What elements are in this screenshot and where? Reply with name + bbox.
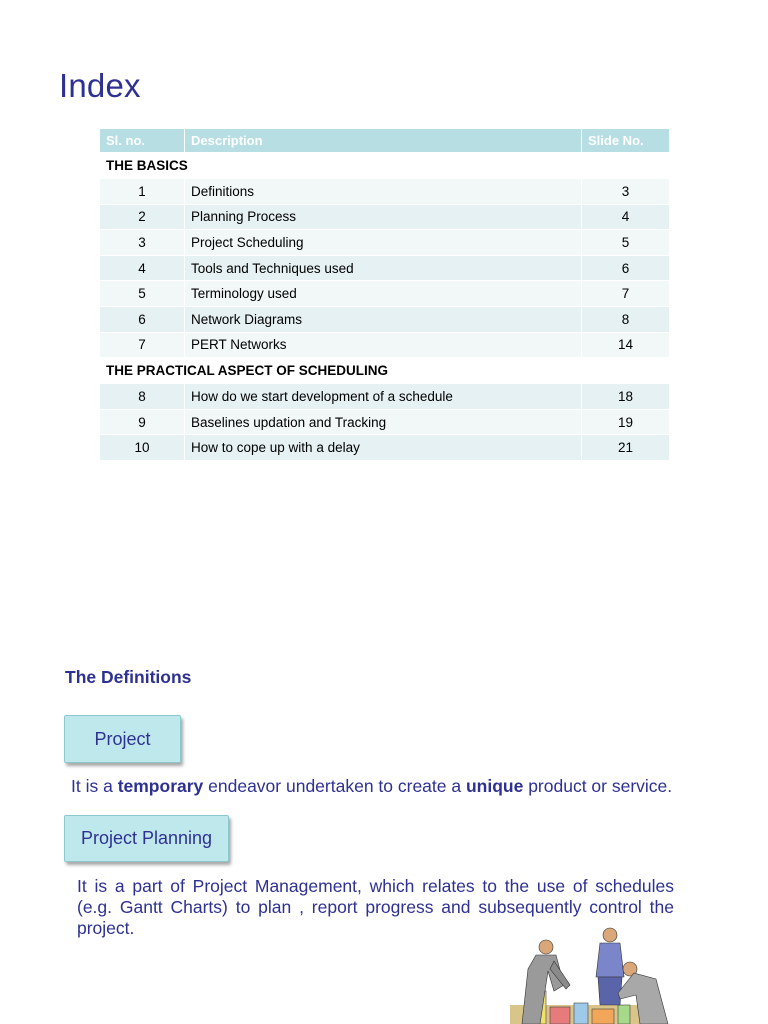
row-slide-number: 5 — [582, 230, 670, 256]
table-row — [100, 435, 670, 461]
row-number: 8 — [100, 384, 185, 410]
row-number: 1 — [100, 179, 185, 205]
section-row — [100, 358, 670, 384]
definitions-heading: The Definitions — [65, 667, 192, 687]
project-def-text-3: product or service. — [523, 776, 673, 796]
row-description: Planning Process — [185, 204, 582, 230]
row-description: Network Diagrams — [185, 306, 582, 332]
project-term-label: Project — [94, 728, 151, 749]
row-description: How to cope up with a delay — [185, 435, 582, 461]
row-slide-number: 3 — [582, 179, 670, 205]
row-number: 7 — [100, 332, 185, 358]
row-number: 3 — [100, 230, 185, 256]
row-number: 2 — [100, 204, 185, 230]
row-slide-number: 18 — [582, 384, 670, 410]
row-slide-number: 14 — [582, 332, 670, 358]
section-heading-practical: THE PRACTICAL ASPECT OF SCHEDULING — [100, 358, 670, 384]
row-description: Project Scheduling — [185, 230, 582, 256]
header-description: Description — [185, 129, 582, 153]
table-row — [100, 306, 670, 332]
header-sl-no: Sl. no. — [100, 129, 185, 153]
business-people-clipart — [470, 925, 690, 1024]
project-planning-definition: It is a part of Project Management, which relates to the use of schedules (e.g. Gantt Charts) to plan , report progress and subsequently control the project. — [77, 876, 674, 938]
row-slide-number: 19 — [582, 409, 670, 435]
page-title: Index — [59, 67, 141, 104]
row-description: Tools and Techniques used — [185, 255, 582, 281]
table-row — [100, 332, 670, 358]
row-number: 4 — [100, 255, 185, 281]
project-planning-term-label: Project Planning — [80, 828, 213, 848]
section-row — [100, 153, 670, 179]
table-row — [100, 409, 670, 435]
row-description: Baselines updation and Tracking — [185, 409, 582, 435]
row-slide-number: 6 — [582, 255, 670, 281]
row-description: Definitions — [185, 179, 582, 205]
project-planning-term-box — [64, 815, 229, 862]
row-slide-number: 21 — [582, 435, 670, 461]
header-slide-no: Slide No. — [582, 129, 670, 153]
table-row — [100, 179, 670, 205]
project-definition — [71, 776, 672, 797]
section-heading-basics: THE BASICS — [100, 153, 670, 179]
row-number: 6 — [100, 306, 185, 332]
row-description: Terminology used — [185, 281, 582, 307]
row-slide-number: 7 — [582, 281, 670, 307]
row-number: 5 — [100, 281, 185, 307]
row-number: 9 — [100, 409, 185, 435]
project-def-bold-temporary: temporary — [117, 776, 204, 796]
project-def-text-2: endeavor undertaken to create a — [203, 776, 466, 796]
table-header-row — [100, 129, 670, 153]
project-def-text-1: It is a — [71, 776, 118, 796]
table-row — [100, 204, 670, 230]
table-row — [100, 281, 670, 307]
row-number: 10 — [100, 435, 185, 461]
row-description: How do we start development of a schedule — [185, 384, 582, 410]
row-description: PERT Networks — [185, 332, 582, 358]
table-row — [100, 384, 670, 410]
project-term-box — [64, 715, 181, 763]
row-slide-number: 4 — [582, 204, 670, 230]
project-def-bold-unique: unique — [465, 776, 524, 796]
table-row — [100, 230, 670, 256]
table-row — [100, 255, 670, 281]
index-table — [99, 128, 670, 461]
row-slide-number: 8 — [582, 306, 670, 332]
